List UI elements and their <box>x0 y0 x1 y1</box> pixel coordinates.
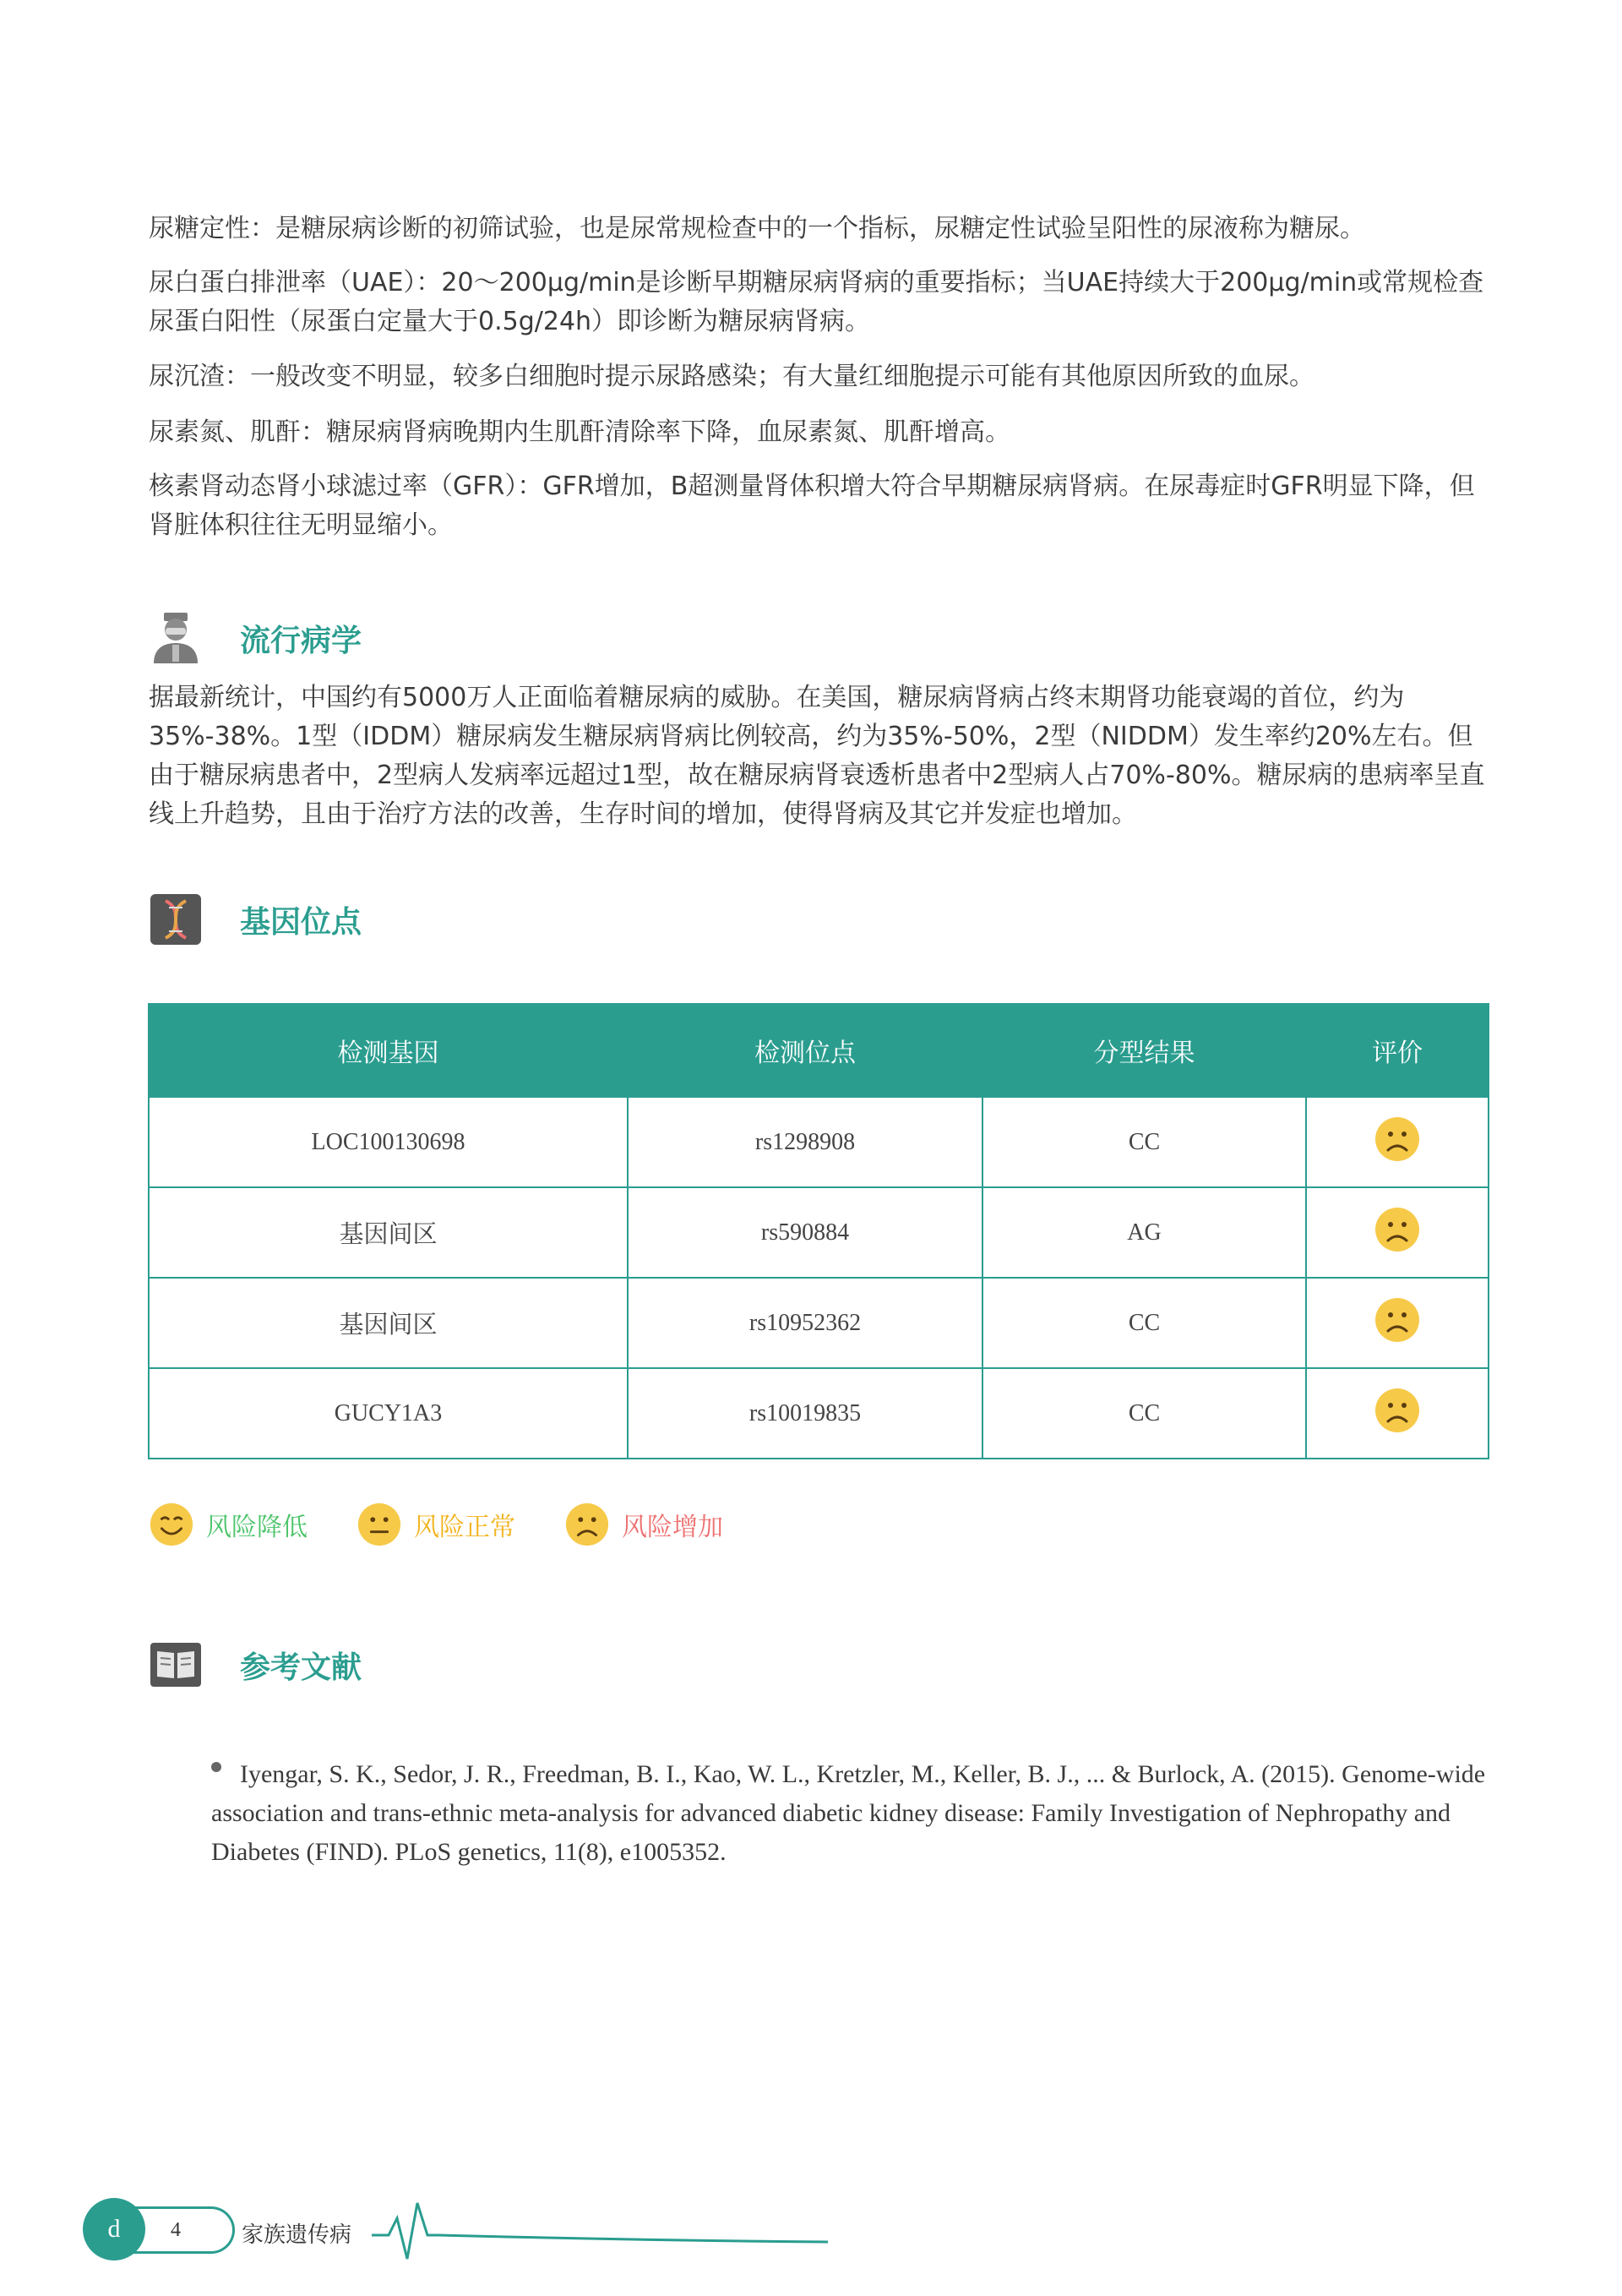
book-icon <box>149 1638 203 1692</box>
cell-rating <box>1306 1097 1489 1187</box>
dna-icon <box>149 892 203 946</box>
cell-gene: 基因间区 <box>149 1278 628 1368</box>
cell-genotype: AG <box>982 1187 1306 1278</box>
sad-face-icon <box>1374 1296 1421 1344</box>
paragraph-uae: 尿白蛋白排泄率（UAE）：20～200μg/min是诊断早期糖尿病肾病的重要指标；当UAE持续大于200μg/min或常规检查尿蛋白阳性（尿蛋白定量大于0.5g/24h）即诊断为糖尿病肾病。 <box>149 268 1484 336</box>
section-header-gene-loci <box>149 890 362 949</box>
footer-badge <box>83 2198 145 2261</box>
cell-rating <box>1306 1368 1489 1459</box>
legend-label-low: 风险降低 <box>206 1513 308 1542</box>
cell-site: rs10952362 <box>628 1278 982 1368</box>
cell-gene: GUCY1A3 <box>149 1368 628 1459</box>
cell-site: rs590884 <box>628 1187 982 1278</box>
section-header-epidemiology <box>149 608 362 668</box>
table-row <box>149 1097 1489 1187</box>
legend-risk-low <box>149 1502 308 1547</box>
legend-label-normal: 风险正常 <box>414 1513 515 1542</box>
cell-rating <box>1306 1278 1489 1368</box>
epidemiology-text: 据最新统计，中国约有5000万人正面临着糖尿病的威胁。在美国，糖尿病肾病占终末期肾功能衰竭的首位，约为35%-38%。1型（IDDM）糖尿病发生糖尿病肾病比例较高，约为35%-50%，2型（NIDDM）发生率约20%左右。但由于糖尿病患者中，2型病人发病率远超过1型，故在糖尿病肾衰透析患者中2型病人占70%-80%。糖尿病的患病率呈直线上升趋势，且由于治疗方法的改善，生存时间的增加，使得肾病及其它并发症也增加。 <box>149 683 1485 829</box>
sad-face-icon <box>564 1502 610 1547</box>
sad-face-icon <box>1374 1115 1421 1163</box>
cell-site: rs1298908 <box>628 1097 982 1187</box>
header-rating: 评价 <box>1306 1004 1489 1097</box>
table-header-row <box>149 1004 1489 1097</box>
neutral-face-icon <box>357 1502 402 1547</box>
legend-risk-high <box>564 1502 723 1547</box>
header-site: 检测位点 <box>628 1004 982 1097</box>
section-title-references: 参考文献 <box>240 1650 362 1685</box>
gene-loci-table <box>148 1003 1489 1459</box>
section-header-references <box>149 1635 362 1694</box>
legend-risk-normal <box>357 1502 515 1547</box>
footer-title: 家族遗传病 <box>242 2222 352 2248</box>
heartbeat-line-icon <box>372 2193 828 2261</box>
footer-badge-letter: d <box>107 2215 121 2243</box>
smile-face-icon <box>149 1502 194 1547</box>
reference-item: Iyengar, S. K., Sedor, J. R., Freedman, B. I., Kao, W. L., Kretzler, M., Keller, B. J., ... & Burlock, A. (2015). Genome-wide association and trans-ethnic meta-analysis for advanced diabetic kidney disease: Family Investigation of Nephropathy and Diabetes (FIND). PLoS genetics, 11(8), e1005352. <box>211 1760 1486 1866</box>
sad-face-icon <box>1374 1387 1421 1434</box>
doctor-icon <box>149 611 203 665</box>
paragraph-urine-sediment: 尿沉渣：一般改变不明显，较多白细胞时提示尿路感染；有大量红细胞提示可能有其他原因所致的血尿。 <box>149 362 1314 391</box>
cell-genotype: CC <box>982 1097 1306 1187</box>
cell-genotype: CC <box>982 1278 1306 1368</box>
section-title-gene-loci: 基因位点 <box>240 904 362 940</box>
paragraph-gfr: 核素肾动态肾小球滤过率（GFR）：GFR增加，B超测量肾体积增大符合早期糖尿病肾病。在尿毒症时GFR明显下降，但肾脏体积往往无明显缩小。 <box>149 472 1475 540</box>
table-row <box>149 1368 1489 1459</box>
cell-gene: LOC100130698 <box>149 1097 628 1187</box>
paragraph-urine-glucose: 尿糖定性：是糖尿病诊断的初筛试验，也是尿常规检查中的一个指标，尿糖定性试验呈阳性的尿液称为糖尿。 <box>149 214 1365 243</box>
header-genotype: 分型结果 <box>982 1004 1306 1097</box>
table-row <box>149 1187 1489 1278</box>
paragraph-bun-creatinine: 尿素氮、肌酐：糖尿病肾病晚期内生肌酐清除率下降，血尿素氮、肌酐增高。 <box>149 417 1010 447</box>
section-title-epidemiology: 流行病学 <box>240 623 362 658</box>
cell-gene: 基因间区 <box>149 1187 628 1278</box>
cell-site: rs10019835 <box>628 1368 982 1459</box>
header-gene: 检测基因 <box>149 1004 628 1097</box>
cell-rating <box>1306 1187 1489 1278</box>
legend-label-high: 风险增加 <box>622 1513 723 1542</box>
sad-face-icon <box>1374 1206 1421 1253</box>
footer-page-number: 4 <box>171 2218 181 2241</box>
table-row <box>149 1278 1489 1368</box>
cell-genotype: CC <box>982 1368 1306 1459</box>
